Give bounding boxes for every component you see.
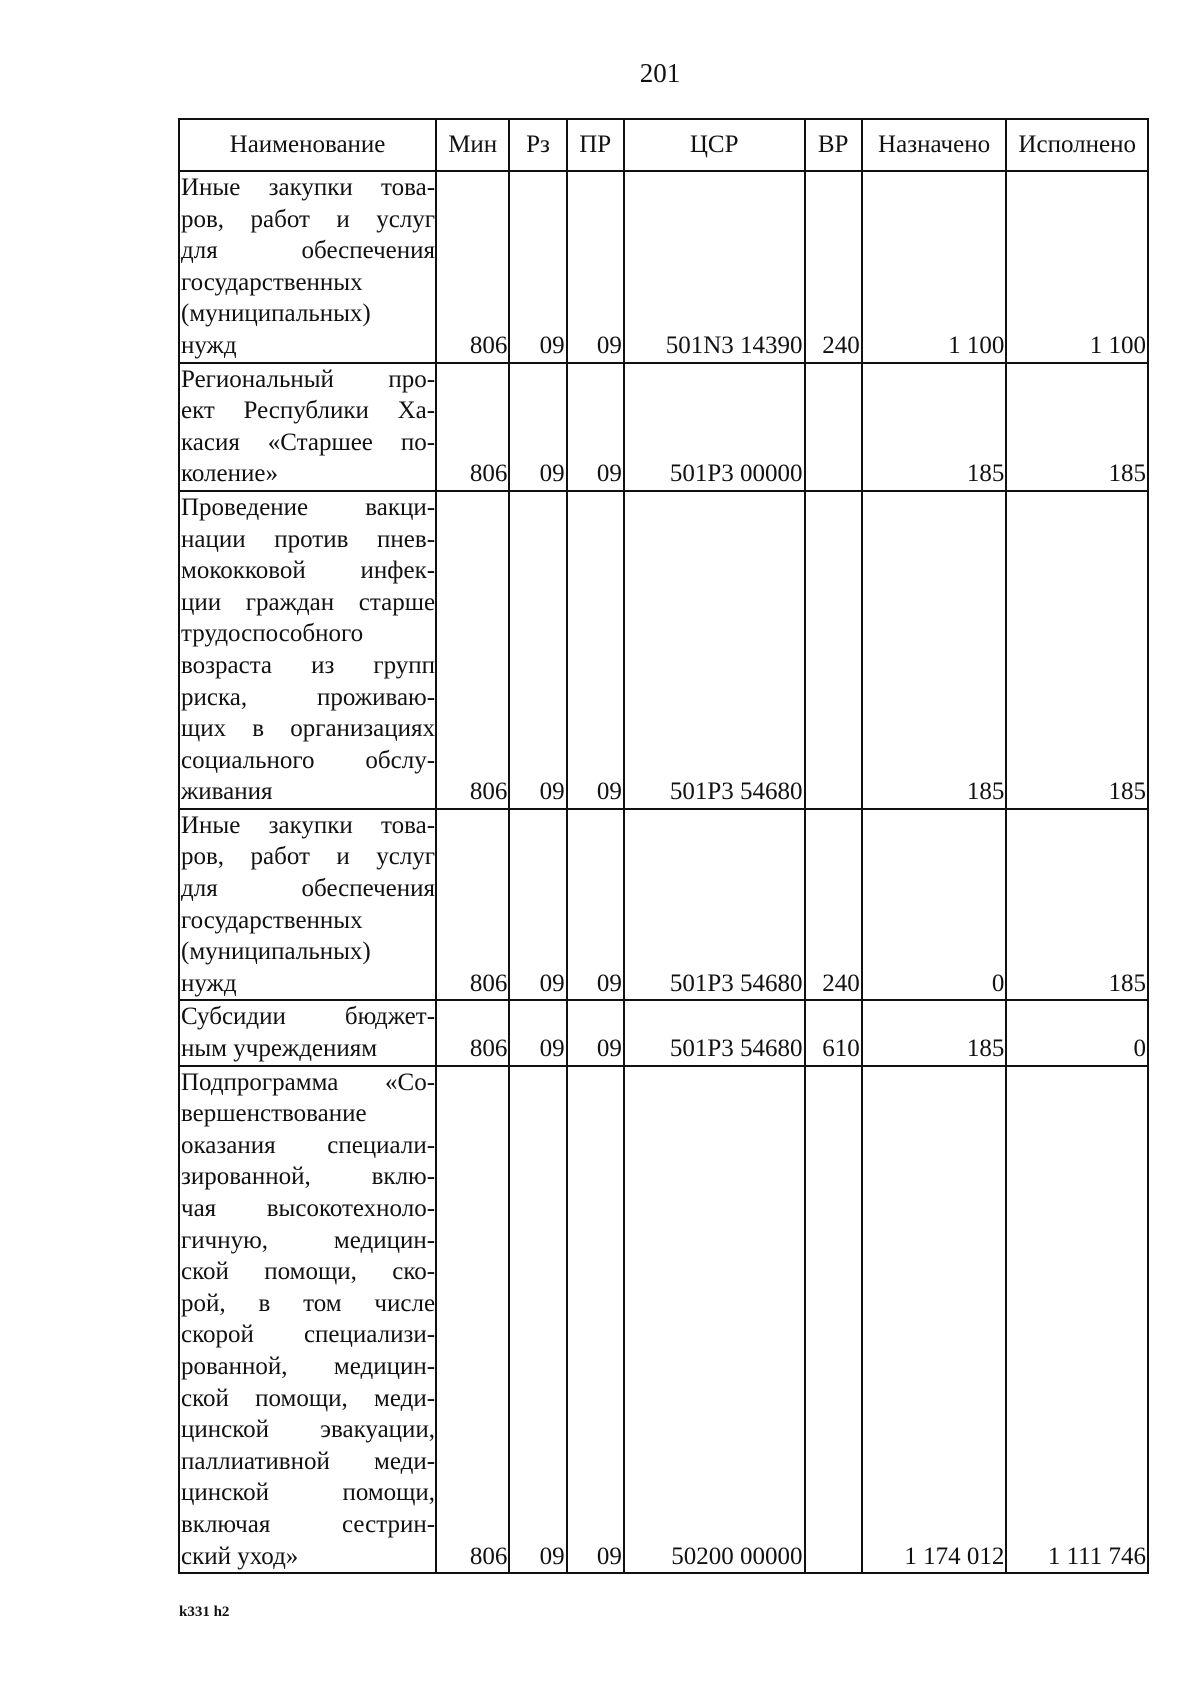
table-row [179, 1000, 1148, 1065]
cell-name-line: Иные закупки това- [181, 811, 436, 839]
cell-name-line: Субсидии бюджет- [181, 1003, 436, 1031]
cell-name-line: Иные закупки това- [181, 174, 436, 201]
cell-name [179, 809, 436, 1001]
cell-name [179, 1066, 436, 1574]
table-header-row [179, 119, 1148, 171]
cell-executed: 185 [1006, 491, 1148, 809]
budget-table [178, 118, 1149, 1574]
cell-name-line: ров, работ и услуг [181, 205, 436, 233]
cell-executed: 1 100 [1006, 171, 1148, 363]
cell-name-line: ции граждан старше [181, 588, 436, 616]
header-executed: Исполнено [1006, 119, 1148, 171]
cell-min: 806 [436, 171, 509, 363]
cell-name-line: цинской эвакуации, [181, 1416, 436, 1444]
header-pr: ПР [567, 119, 624, 171]
cell-name-line: чая высокотехноло- [181, 1195, 436, 1222]
cell-name-line: (муниципальных) [181, 300, 371, 328]
page-number: 201 [639, 58, 681, 88]
cell-assigned: 185 [862, 1000, 1007, 1065]
cell-name [179, 171, 436, 363]
cell-assigned: 1 100 [862, 171, 1007, 363]
table-row [179, 171, 1148, 363]
cell-min: 806 [436, 1000, 509, 1065]
cell-name-line: рованной, медицин- [181, 1352, 436, 1380]
cell-assigned: 0 [862, 809, 1007, 1001]
cell-name-line: касия «Старшее по- [181, 428, 436, 456]
cell-executed: 185 [1006, 363, 1148, 491]
table-row [179, 491, 1148, 809]
cell-name-line: нужд [181, 969, 237, 997]
cell-assigned: 185 [862, 491, 1007, 809]
cell-rz: 09 [509, 809, 566, 1001]
cell-name-line: государственных [181, 268, 363, 296]
header-rz: Рз [509, 119, 566, 171]
cell-vr: 240 [805, 171, 862, 363]
cell-min: 806 [436, 809, 509, 1001]
cell-name-line: ский уход» [181, 1542, 299, 1570]
header-vr: ВР [805, 119, 862, 171]
header-csr: ЦСР [624, 119, 805, 171]
cell-rz: 09 [509, 171, 566, 363]
cell-vr: 240 [805, 809, 862, 1001]
cell-rz: 09 [509, 1066, 566, 1574]
cell-csr: 50200 00000 [624, 1066, 805, 1574]
cell-csr: 501P3 00000 [624, 363, 805, 491]
cell-vr [805, 1066, 862, 1574]
cell-name-line: Региональный про- [181, 365, 436, 393]
cell-pr: 09 [567, 363, 624, 491]
cell-name-line: возраста из групп [181, 651, 436, 679]
cell-assigned: 185 [862, 363, 1007, 491]
cell-min: 806 [436, 491, 509, 809]
cell-rz: 09 [509, 1000, 566, 1065]
cell-name-line: скорой специализи- [181, 1321, 436, 1349]
cell-name-line: вершенствование [181, 1100, 367, 1128]
cell-name-line: нации против пнев- [181, 525, 436, 553]
header-assigned: Назначено [862, 119, 1007, 171]
table-row [179, 1066, 1148, 1574]
cell-name-line: включая сестрин- [181, 1510, 436, 1538]
cell-name-line: Проведение вакци- [181, 493, 436, 521]
cell-csr: 501N3 14390 [624, 171, 805, 363]
cell-name-line: ской помощи, ско- [181, 1258, 436, 1286]
cell-vr [805, 363, 862, 491]
cell-vr [805, 491, 862, 809]
table-row [179, 363, 1148, 491]
cell-name-line: нужд [181, 331, 237, 359]
cell-vr: 610 [805, 1000, 862, 1065]
table-body [179, 171, 1148, 1573]
cell-pr: 09 [567, 1000, 624, 1065]
cell-name-line: ект Республики Ха- [181, 397, 436, 425]
header-min: Мин [436, 119, 509, 171]
cell-name-line: оказания специали- [181, 1131, 436, 1159]
cell-name [179, 491, 436, 809]
cell-executed: 0 [1006, 1000, 1148, 1065]
cell-name-line: зированной, вклю- [181, 1163, 436, 1191]
cell-pr: 09 [567, 171, 624, 363]
cell-executed: 185 [1006, 809, 1148, 1001]
cell-min: 806 [436, 1066, 509, 1574]
cell-name-line: паллиативной меди- [181, 1447, 436, 1475]
cell-name [179, 363, 436, 491]
cell-name-line: (муниципальных) [181, 938, 371, 966]
cell-name-line: социального обслу- [181, 746, 436, 774]
cell-name-line: гичную, медицин- [181, 1226, 436, 1254]
cell-name-line: мококковой инфек- [181, 557, 436, 585]
cell-pr: 09 [567, 809, 624, 1001]
cell-rz: 09 [509, 491, 566, 809]
cell-name-line: для обеспечения [181, 875, 436, 903]
cell-executed: 1 111 746 [1006, 1066, 1148, 1574]
cell-csr: 501P3 54680 [624, 809, 805, 1001]
footer-code: k331 h2 [179, 1604, 230, 1620]
cell-name-line: коление» [181, 460, 278, 488]
cell-name-line: щих в организациях [181, 715, 436, 743]
cell-name-line: для обеспечения [181, 237, 436, 265]
cell-csr: 501P3 54680 [624, 491, 805, 809]
cell-rz: 09 [509, 363, 566, 491]
cell-pr: 09 [567, 491, 624, 809]
cell-assigned: 1 174 012 [862, 1066, 1007, 1574]
header-name: Наименование [179, 119, 436, 171]
cell-pr: 09 [567, 1066, 624, 1574]
cell-name-line: государственных [181, 906, 363, 934]
cell-name-line: рой, в том числе [181, 1289, 436, 1317]
cell-name-line: риска, проживаю- [181, 683, 436, 711]
cell-name-line: Подпрограмма «Со- [181, 1068, 436, 1096]
table-row [179, 809, 1148, 1001]
cell-name-line: цинской помощи, [181, 1479, 436, 1507]
cell-min: 806 [436, 363, 509, 491]
cell-name-line: ным учреждениям [181, 1035, 378, 1063]
cell-name-line: трудоспособного [181, 620, 364, 648]
cell-name-line: живания [181, 778, 273, 806]
cell-name [179, 1000, 436, 1065]
cell-csr: 501P3 54680 [624, 1000, 805, 1065]
cell-name-line: ров, работ и услуг [181, 843, 436, 871]
cell-name-line: ской помощи, меди- [181, 1384, 436, 1412]
